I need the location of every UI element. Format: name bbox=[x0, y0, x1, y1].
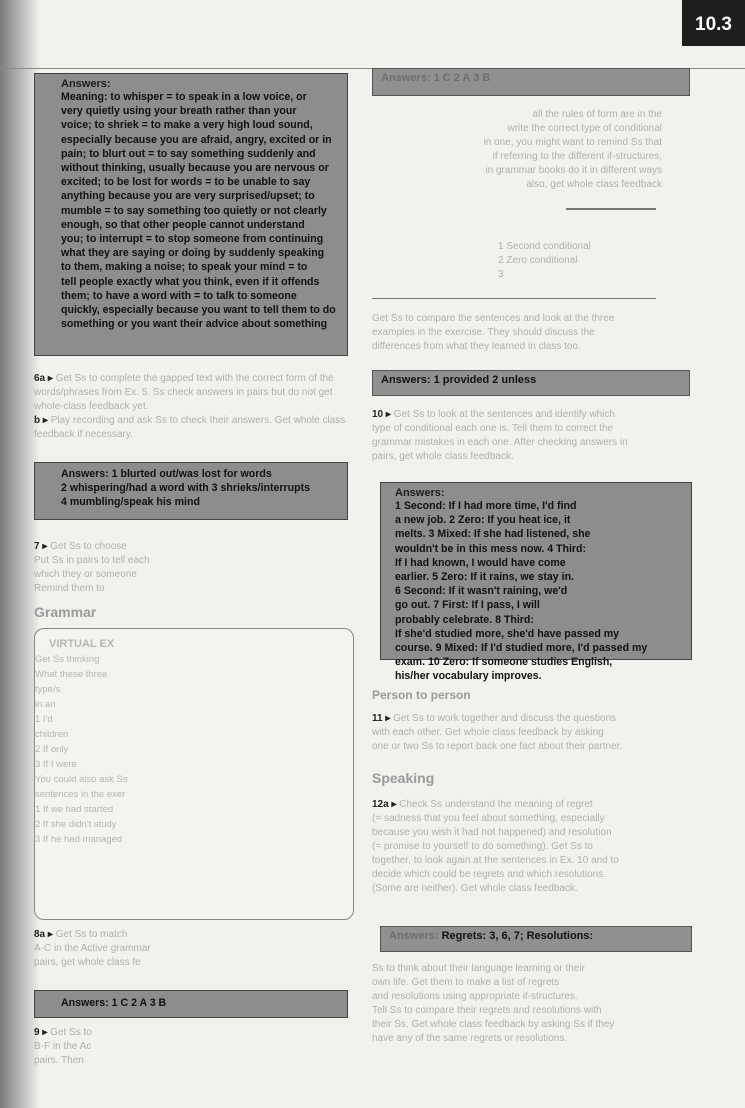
answers-vocab-title: Answers: bbox=[61, 78, 111, 90]
exercise-7-label: 7 ▸ bbox=[34, 541, 48, 552]
answers-10-lines bbox=[395, 499, 683, 684]
answers-vocab-line: enough, so that other people cannot understand bbox=[61, 218, 305, 231]
right-intro-line: also, get whole class feedback bbox=[526, 179, 662, 190]
exercise-12a-line: (Some are neither). Get whole class feedback. bbox=[372, 883, 578, 894]
right-para-2-line1: Get Ss to compare the sentences and look at the three bbox=[372, 313, 615, 324]
right-bottom-line: Ss to think about their language learning or their bbox=[372, 963, 585, 974]
exercise-7-line1: Get Ss to choose bbox=[50, 541, 127, 552]
exercise-8a-line3: pairs, get whole class fe bbox=[34, 957, 141, 968]
answers-vocab-lines bbox=[61, 90, 339, 331]
right-intro-line: in one, you might want to remind Ss that bbox=[483, 137, 662, 148]
answers-10-line: wouldn't be in this mess now. 4 Third: bbox=[395, 542, 587, 555]
conditional-list bbox=[498, 240, 658, 282]
answers-vocab-line: excited; to be lost for words = to be unable to say bbox=[61, 176, 311, 189]
answers-vocab-line: Meaning: to whisper = to speak in a low voice, or bbox=[61, 91, 307, 103]
answers-vocab-line: very quietly using your breath rather than your bbox=[61, 105, 297, 118]
exercise-9-line1: Get Ss to bbox=[50, 1027, 92, 1038]
right-bottom-line: their Ss. Get whole class feedback by asking Ss if they bbox=[372, 1019, 615, 1030]
exercise-8a-line1: Get Ss to match bbox=[55, 929, 128, 940]
exercise-12a-line: (= promise to yourself to do something). Get Ss to bbox=[372, 841, 593, 852]
answers-vocab-line: you; to interrupt = to stop someone from continuing bbox=[61, 233, 324, 246]
exercise-12a-line: (= sadness that you feel about something, especially bbox=[372, 813, 605, 824]
right-para-2 bbox=[372, 312, 662, 354]
speaking-heading: Speaking bbox=[372, 770, 435, 786]
answers-vocab-line: to them, making a noise; to speak your mind = to bbox=[61, 261, 308, 274]
answers-vocab-line: mumble = to say something too quietly or not clearly bbox=[61, 204, 327, 217]
answers-vocab-line: what they are saying or doing by suddenly speaking bbox=[61, 247, 325, 260]
exercise-10-label: 10 ▸ bbox=[372, 409, 391, 420]
answers-6-line2: 2 whispering/had a word with 3 shrieks/interrupts bbox=[61, 482, 311, 495]
right-intro-line: write the correct type of conditional bbox=[507, 123, 662, 134]
grammar-card-line: You could also ask Ss bbox=[35, 774, 128, 785]
right-intro-paragraph bbox=[372, 108, 662, 192]
exercise-8a-line2: A-C in the Active grammar bbox=[34, 943, 151, 954]
exercise-11-line2: with each other. Get whole class feedback by asking bbox=[372, 727, 604, 738]
exercise-8a bbox=[34, 928, 184, 970]
answers-10-title: Answers: bbox=[395, 487, 445, 499]
answers-6-line1: Answers: 1 blurted out/was lost for words bbox=[61, 468, 272, 480]
exercise-10-line4: pairs, get whole class feedback. bbox=[372, 451, 514, 462]
exercise-6a-text: Get Ss to complete the gapped text with the correct form of the words/phrases from Ex. 5. Ss check answers in pairs but do not get whole-class feedback yet. bbox=[34, 373, 334, 412]
exercise-9 bbox=[34, 1026, 184, 1068]
exercise-12a-label: 12a ▸ bbox=[372, 799, 397, 810]
answers-10-line: go out. 7 First: If I pass, I will bbox=[395, 599, 540, 612]
answers-vocab-line: without thinking, usually because you are nervous or bbox=[61, 162, 329, 175]
answers-vocab-line: anything because you are very surprised/upset; to bbox=[61, 190, 315, 203]
right-intro-line: if referring to the different if-structures, bbox=[492, 151, 662, 162]
exercise-6a-label: 6a ▸ bbox=[34, 373, 53, 384]
exercise-9-label: 9 ▸ bbox=[34, 1027, 48, 1038]
grammar-card-line: children bbox=[35, 729, 69, 740]
answers-vocab-line: especially because you are afraid, angry, excited or in bbox=[61, 133, 332, 146]
exercise-12a bbox=[372, 798, 692, 896]
grammar-card-line: 1 If we had started bbox=[35, 804, 114, 815]
right-para-2-line3: differences from what they learned in class too. bbox=[372, 341, 581, 352]
exercise-7-line2: Put Ss in pairs to tell each bbox=[34, 555, 150, 566]
answers-10-line: course. 9 Mixed: If I'd studied more, I'd passed my bbox=[395, 642, 648, 655]
answers-10-line: exam. 10 Zero: If someone studies English, bbox=[395, 656, 613, 669]
answers-6-box bbox=[34, 462, 348, 520]
answers-vocab-line: quickly, especially because you want to tell them to do bbox=[61, 304, 336, 317]
grammar-card-line: 2 If she didn't study bbox=[35, 819, 117, 830]
answers-vocab-line: something or you want their advice about something bbox=[61, 318, 328, 331]
grammar-heading: Grammar bbox=[34, 604, 97, 620]
right-rule-2 bbox=[372, 298, 656, 299]
answers-12-box bbox=[380, 926, 692, 952]
exercise-6b bbox=[34, 414, 352, 442]
conditional-item-3: 3 bbox=[498, 269, 504, 280]
answers-8-text: Answers: 1 C 2 A 3 B bbox=[61, 997, 167, 1009]
grammar-card-title: VIRTUAL EX bbox=[49, 638, 115, 650]
exercise-8a-label: 8a ▸ bbox=[34, 929, 53, 940]
exercise-6b-label: b ▸ bbox=[34, 415, 48, 426]
exercise-7-line3: which they or someone bbox=[34, 569, 137, 580]
answers-10-line: earlier. 5 Zero: If it rains, we stay in. bbox=[395, 571, 574, 584]
exercise-12a-line: because you wish it had not happened) and resolution bbox=[372, 827, 612, 838]
grammar-card-line: Get Ss thinking bbox=[35, 654, 100, 665]
right-bottom-line: own life. Get them to make a list of regrets bbox=[372, 977, 560, 988]
exercise-11-label: 11 ▸ bbox=[372, 713, 391, 724]
exercise-10 bbox=[372, 408, 692, 464]
conditional-item-1: 1 Second conditional bbox=[498, 241, 591, 252]
answers-10-line: his/her vocabulary improves. bbox=[395, 670, 542, 683]
answers-6-line3: 4 mumbling/speak his mind bbox=[61, 496, 200, 509]
right-bottom-paragraph bbox=[372, 962, 692, 1046]
exercise-12a-line: Check Ss understand the meaning of regret bbox=[399, 799, 593, 810]
exercise-7 bbox=[34, 540, 164, 596]
answers-vocab-line: voice; to shriek = to make a very high loud sound, bbox=[61, 119, 313, 132]
grammar-card-line: sentences in the exer bbox=[35, 789, 126, 800]
answers-10-line: If I had known, I would have come bbox=[395, 556, 566, 569]
grammar-card-line: 3 If I were bbox=[35, 759, 77, 770]
exercise-10-line1: Get Ss to look at the sentences and identify which bbox=[393, 409, 615, 420]
right-bottom-line: and resolutions using appropriate if-structures. bbox=[372, 991, 578, 1002]
exercise-6a bbox=[34, 372, 352, 414]
exercise-12a-line: decide which could be regrets and which resolutions. bbox=[372, 869, 607, 880]
answers-10-line: melts. 3 Mixed: If she had listened, she bbox=[395, 528, 591, 541]
answers-vocab-box bbox=[34, 73, 348, 356]
active-grammar-card bbox=[34, 628, 354, 920]
right-intro-line: all the rules of form are in the bbox=[532, 109, 662, 120]
grammar-card-line: type/s bbox=[35, 684, 61, 695]
answers-12-text: Regrets: 3, 6, 7; Resolutions: bbox=[441, 930, 594, 942]
exercise-11 bbox=[372, 712, 692, 754]
exercise-12a-line: together, to look again at the sentences in Ex. 10 and to bbox=[372, 855, 619, 866]
exercise-10-line3: grammar mistakes in each one. After checking answers in bbox=[372, 437, 628, 448]
grammar-card-line: in an bbox=[35, 699, 56, 710]
person-to-person-heading: Person to person bbox=[372, 688, 471, 702]
right-rule-1 bbox=[566, 208, 656, 210]
exercise-11-line3: one or two Ss to report back one fact about their partner. bbox=[372, 741, 623, 752]
answers-vocab-line: tell people exactly what you think, even if it offends bbox=[61, 275, 320, 288]
answers-vocab-line: pain; to blurt out = to say something suddenly and bbox=[61, 147, 316, 160]
right-bottom-line: Tell Ss to compare their regrets and resolutions with bbox=[372, 1005, 602, 1016]
answers-10-line: a new job. 2 Zero: If you heat ice, it bbox=[395, 514, 571, 527]
exercise-6b-text: Play recording and ask Ss to check their answers. Get whole class feedback if necessary. bbox=[34, 415, 346, 440]
right-answers-box bbox=[372, 68, 690, 96]
unit-tab: 10.3 bbox=[682, 0, 745, 46]
grammar-card-line: 2 If only bbox=[35, 744, 69, 755]
exercise-9-line3: pairs. Then bbox=[34, 1055, 84, 1066]
answers-12-title: Answers: bbox=[389, 930, 439, 942]
answers-provided-text: Answers: 1 provided 2 unless bbox=[381, 374, 537, 386]
grammar-card-lines bbox=[35, 652, 353, 847]
exercise-9-line2: B-F in the Ac bbox=[34, 1041, 92, 1052]
right-bottom-line: have any of the same regrets or resolutions. bbox=[372, 1033, 568, 1044]
answers-provided-box bbox=[372, 370, 690, 396]
grammar-card-line: What these three bbox=[35, 669, 108, 680]
answers-vocab-line: them; to have a word with = to talk to someone bbox=[61, 289, 297, 302]
answers-8-box bbox=[34, 990, 348, 1018]
conditional-item-2: 2 Zero conditional bbox=[498, 255, 578, 266]
exercise-7-line4: Remind them to bbox=[34, 583, 105, 594]
exercise-11-line1: Get Ss to work together and discuss the questions bbox=[393, 713, 617, 724]
grammar-card-line: 3 If he had managed bbox=[35, 834, 123, 845]
answers-10-box bbox=[380, 482, 692, 683]
answers-10-line: probably celebrate. 8 Third: bbox=[395, 613, 534, 626]
right-intro-line: in grammar books do it in different ways bbox=[485, 165, 662, 176]
right-answers-text: Answers: 1 C 2 A 3 B bbox=[381, 72, 491, 84]
answers-10-line: 6 Second: If it wasn't raining, we'd bbox=[395, 585, 568, 598]
answers-10-line: 1 Second: If I had more time, I'd find bbox=[395, 500, 577, 512]
grammar-card-line: 1 I'd bbox=[35, 714, 53, 725]
right-para-2-line2: examples in the exercise. They should discuss the bbox=[372, 327, 595, 338]
exercise-10-line2: type of conditional each one is. Tell them to correct the bbox=[372, 423, 614, 434]
answers-10-line: If she'd studied more, she'd have passed my bbox=[395, 627, 620, 640]
